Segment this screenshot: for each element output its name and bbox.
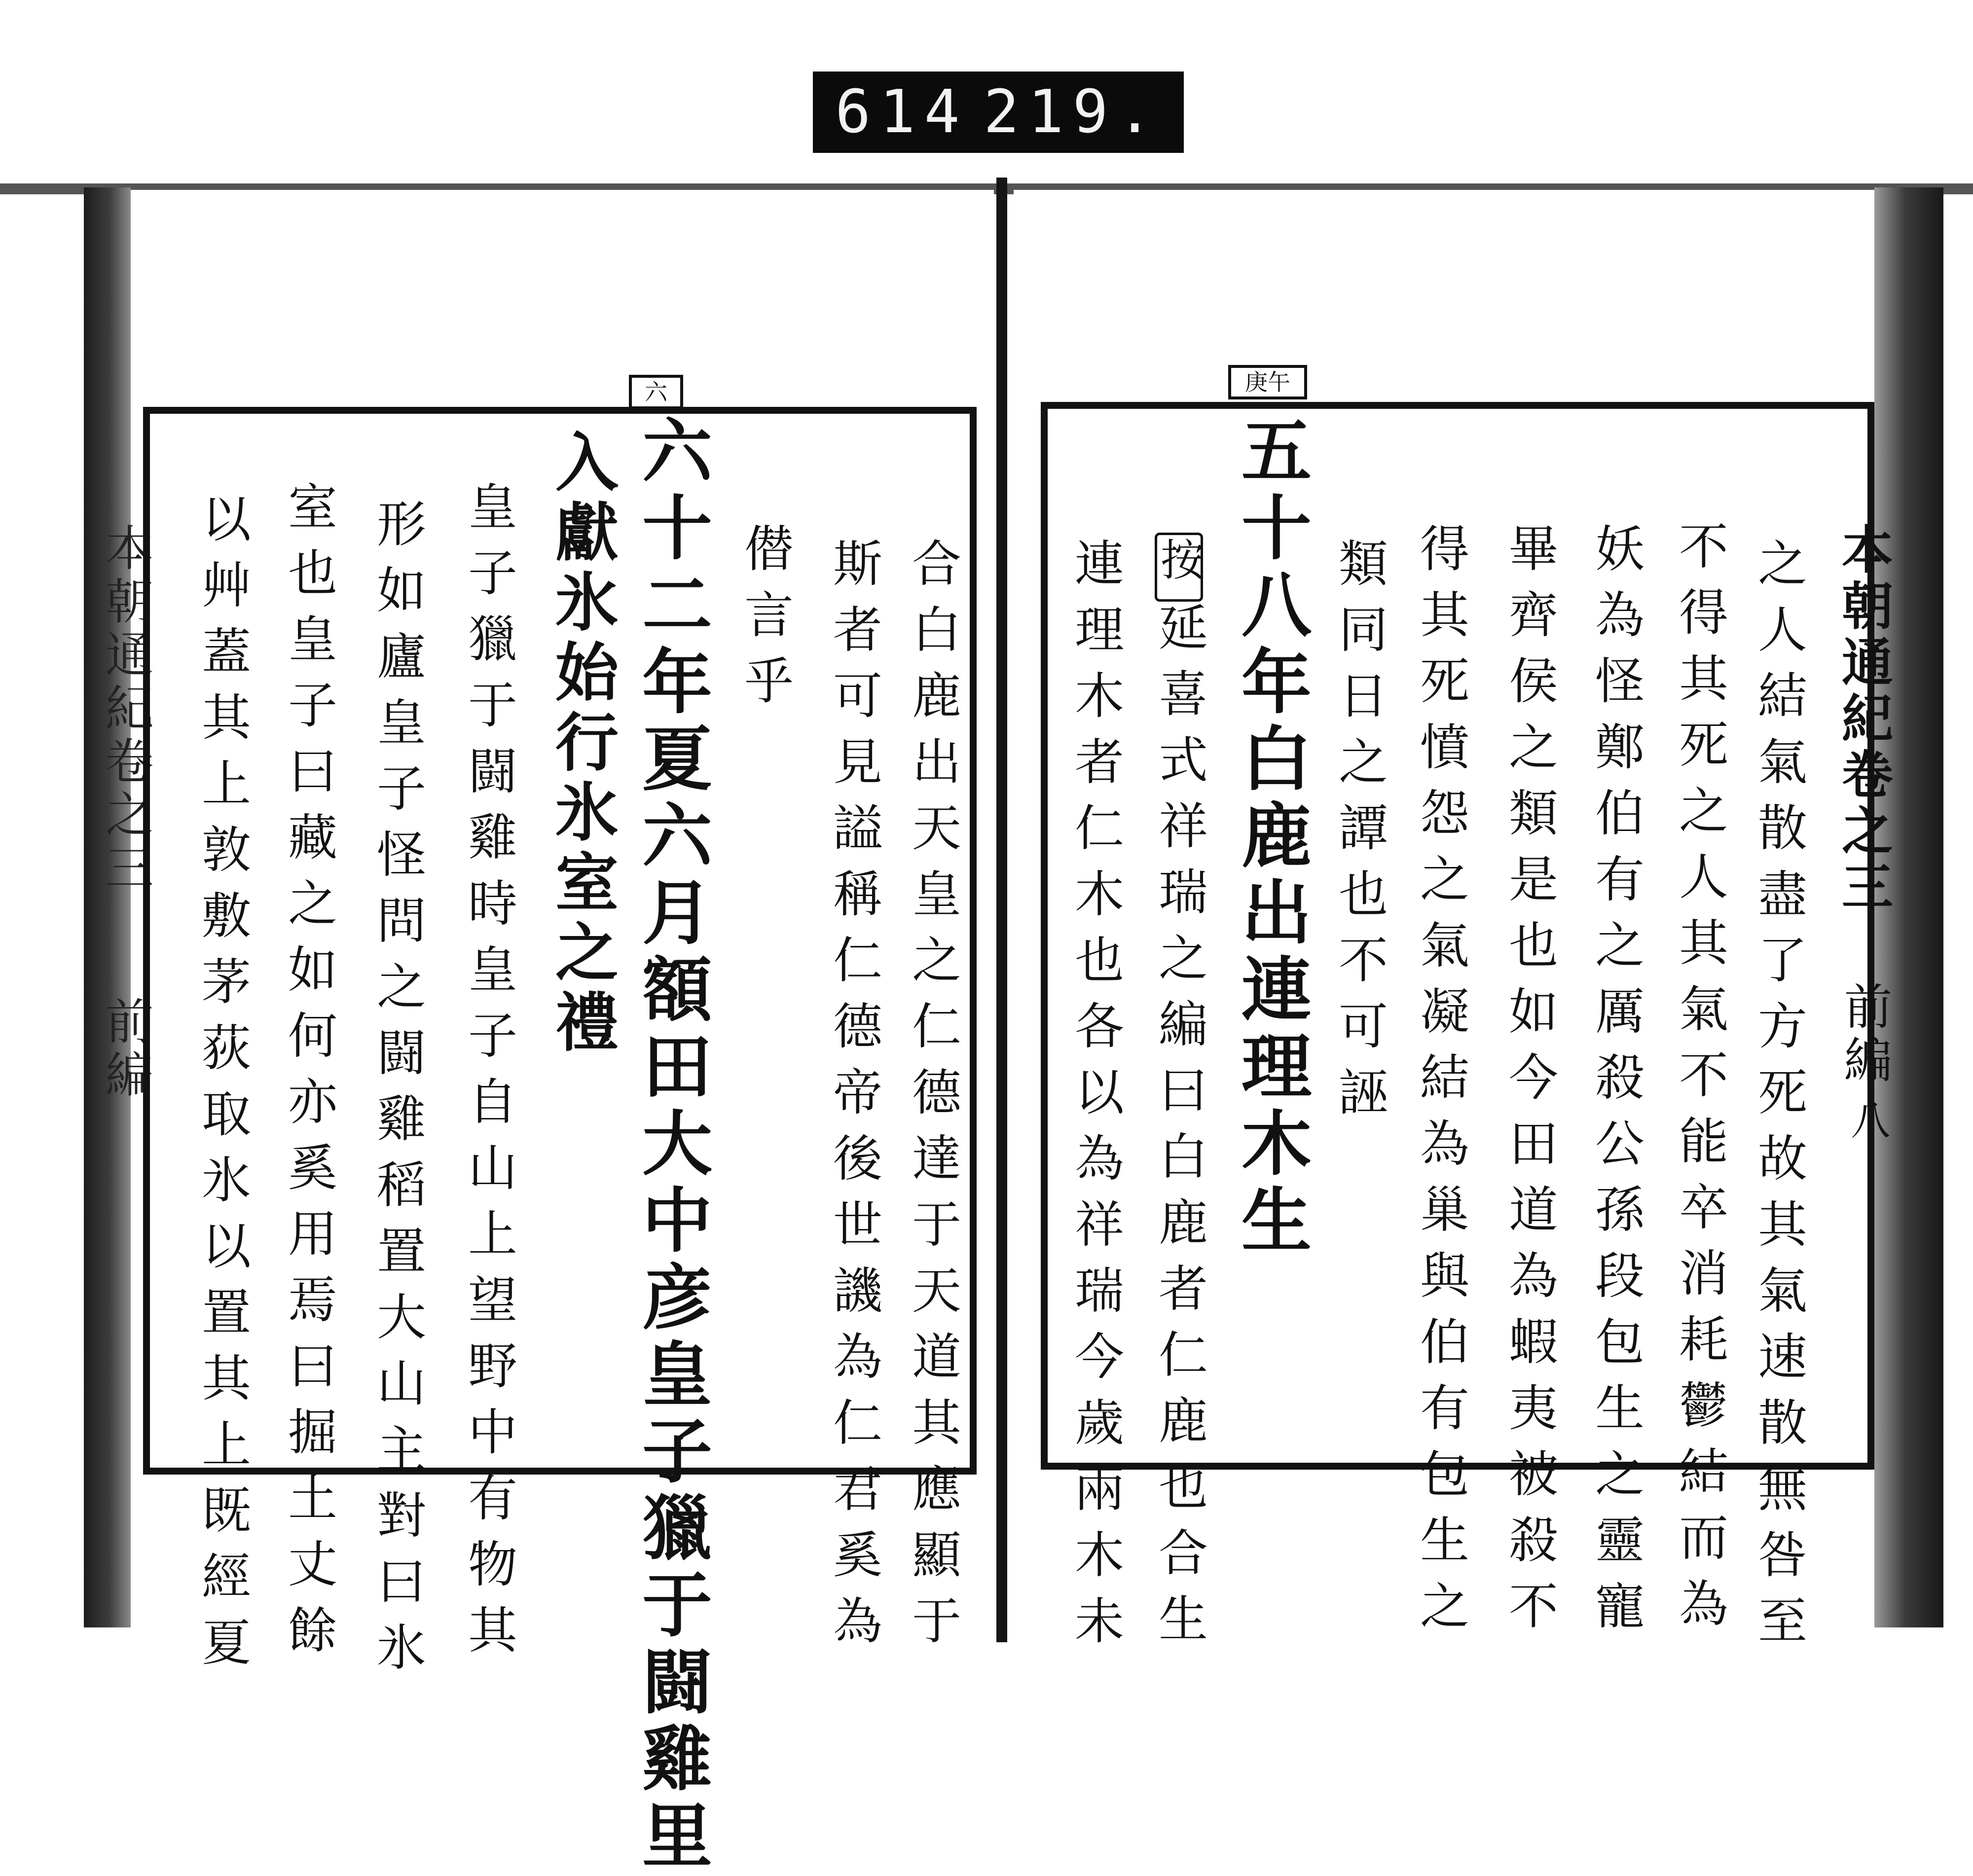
left-column-9: 以艸蓋其上敦敷茅荻取氷以置其上既經夏 [193, 493, 251, 1683]
right-column-8 [1154, 533, 1204, 602]
left-margin-title: 本朝通紀卷之三 [97, 523, 153, 896]
left-year-tab: 六 [629, 375, 683, 409]
catalog-number-left: 614 [835, 78, 969, 146]
left-column-2: 斯者可見謚稱仁德帝後世譏為仁君奚為 [825, 538, 882, 1661]
note-marker: 按 [1155, 533, 1203, 602]
right-section-label: 前編 [1836, 981, 1892, 1088]
right-column-3: 妖為怪鄭伯有之厲殺公孫段包生之靈寵 [1587, 523, 1644, 1646]
left-binding-edge [84, 187, 131, 1627]
right-column-5: 得其死憤怨之氣凝結為巢與伯有包生之 [1412, 523, 1469, 1646]
right-column-9: 連理木者仁木也各以為祥瑞今歲兩木未 [1066, 538, 1124, 1661]
right-column-4: 畢齊侯之類是也如今田道為蝦夷被殺不 [1500, 523, 1558, 1646]
right-column-2: 不得其死之人其氣不能卒消耗鬱結而為 [1671, 520, 1728, 1644]
left-column-1: 合白鹿出天皇之仁德達于天道其應顯于 [904, 538, 961, 1661]
catalog-label [813, 72, 1184, 153]
right-year-tab: 庚午 [1228, 365, 1307, 399]
left-column-7: 形如廬皇子怪問之闘雞稻置大山主對曰氷 [368, 498, 426, 1688]
left-heading-1: 六十二年夏六月額田大中彦皇子獵于闘雞里 [630, 414, 712, 1876]
left-margin-section: 前編 [97, 996, 153, 1103]
catalog-number-right: 219. [983, 78, 1162, 146]
right-volume-title: 本朝通紀卷之三 [1833, 523, 1894, 916]
right-heading: 五十八年白鹿出連理木生 [1230, 414, 1312, 1261]
left-column-3: 僣言乎 [736, 523, 794, 721]
left-column-8: 室也皇子曰藏之如何亦奚用焉曰掘土丈餘 [280, 481, 337, 1670]
book-spine [996, 178, 1007, 1642]
left-heading-2: 入獻氷始行氷室之禮 [545, 429, 619, 1059]
right-page-number: 八 [1844, 1100, 1890, 1139]
right-column-1: 之人結氣散盡了方死故其氣速散無咎至 [1750, 538, 1807, 1661]
right-column-8-text: 延喜式祥瑞之編曰白鹿者仁鹿也合生 [1150, 602, 1208, 1659]
left-column-6: 皇子獵于闘雞時皇子自山上望野中有物其 [460, 481, 517, 1670]
right-column-6: 類同日之譚也不可誣 [1330, 538, 1388, 1132]
